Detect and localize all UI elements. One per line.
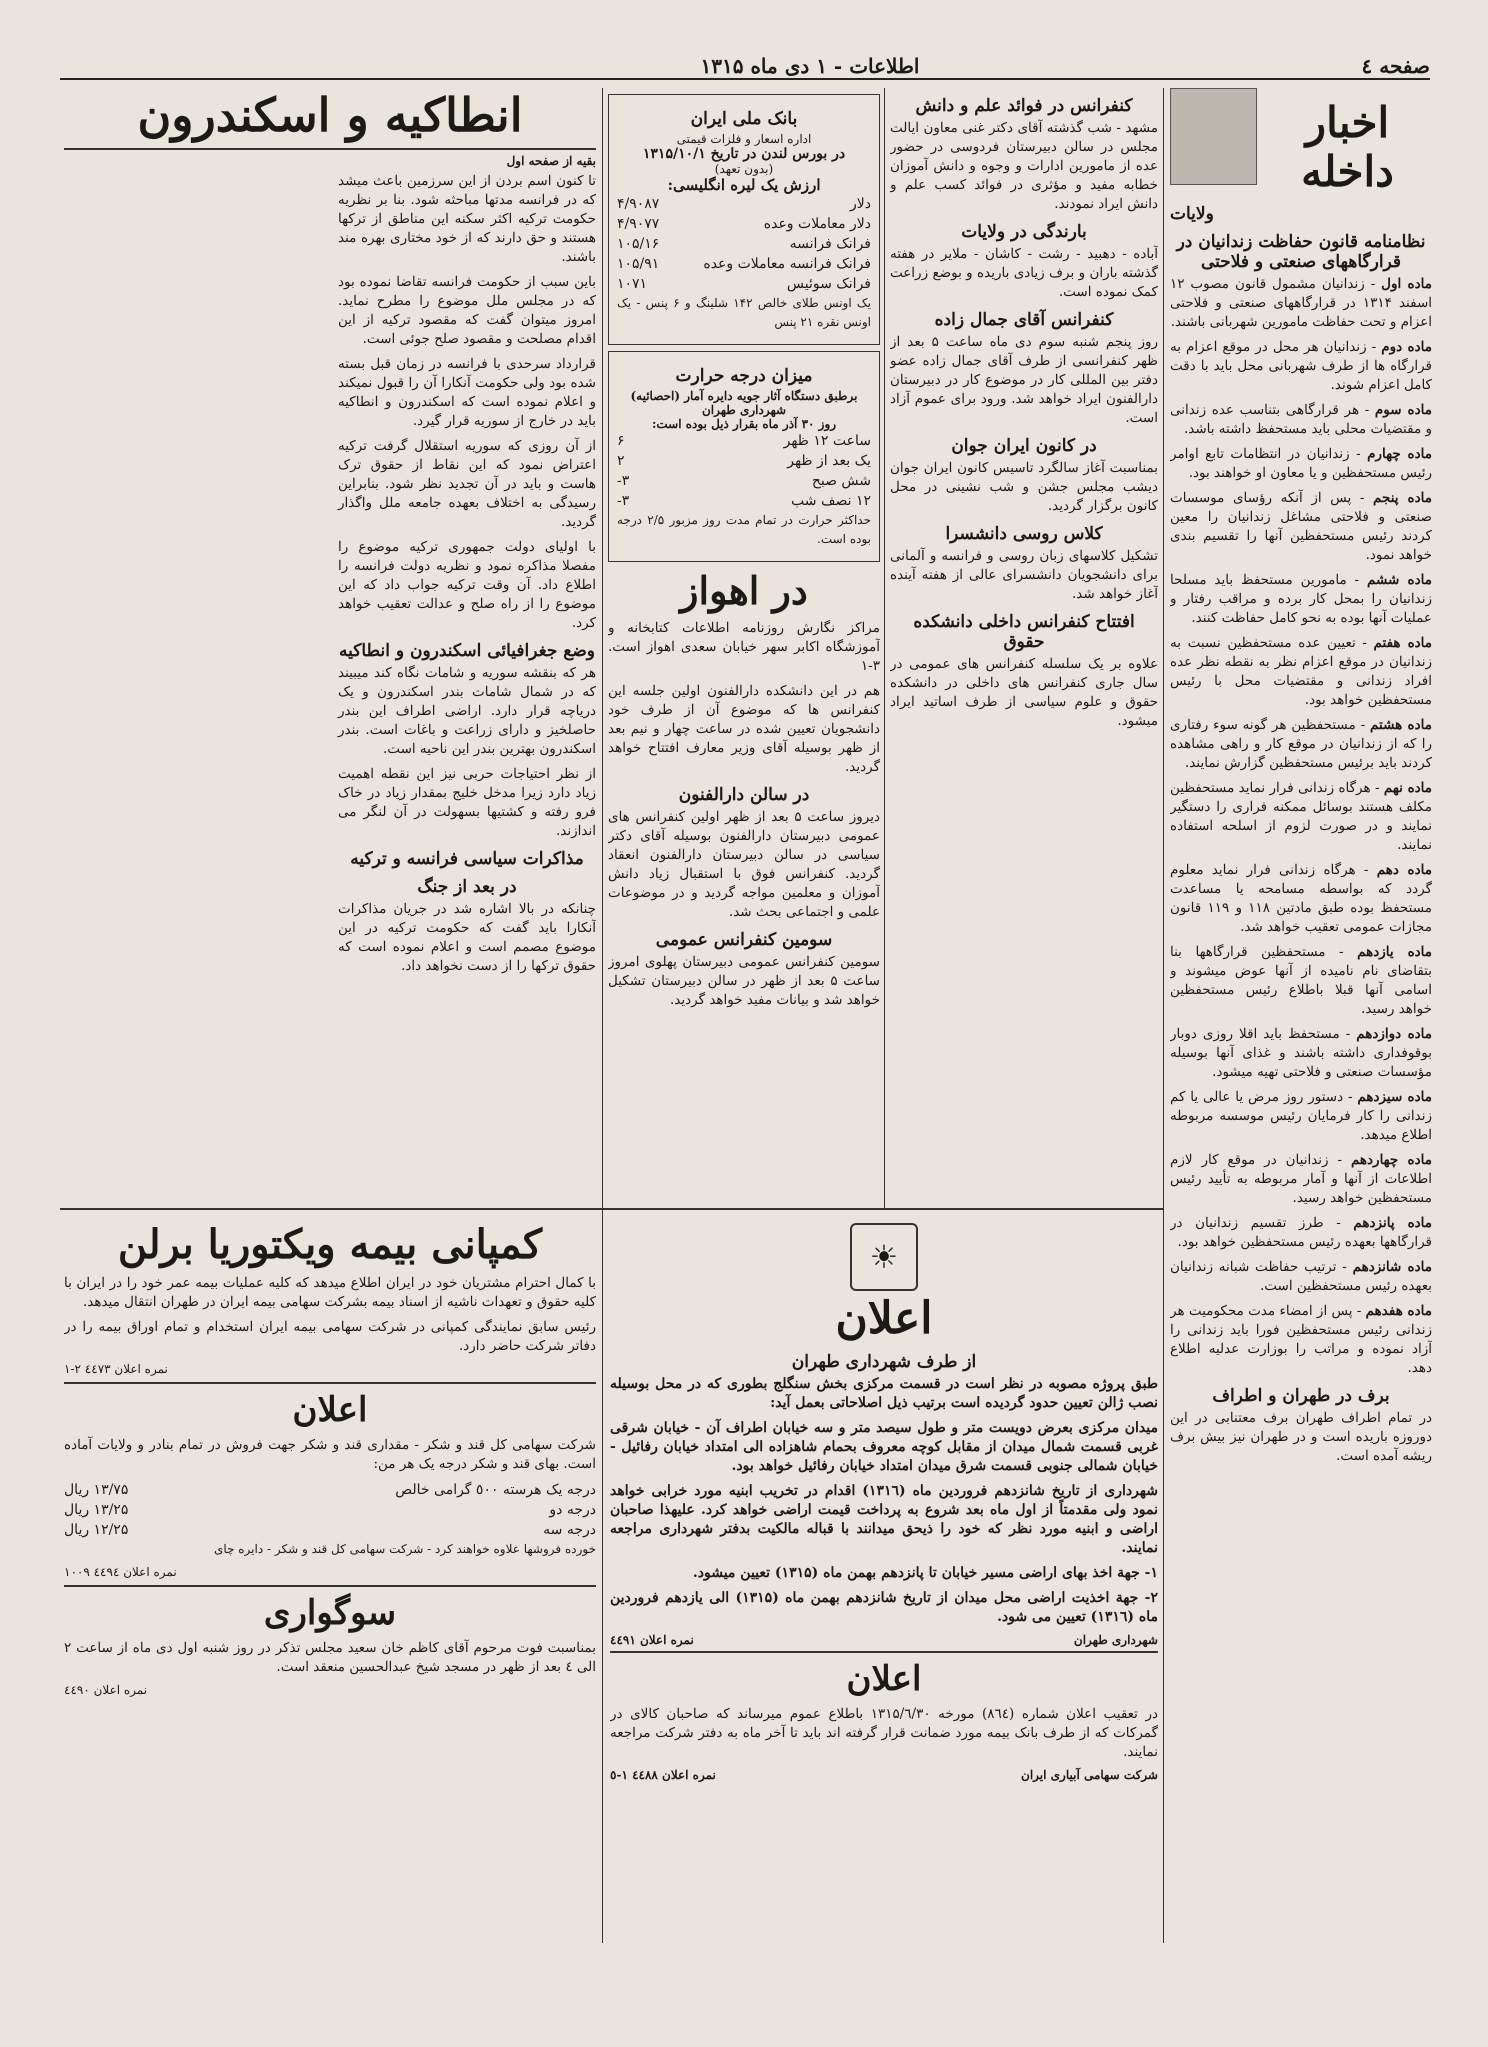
article-number: ماده ششم <box>1366 572 1432 588</box>
jamalzadeh-text: روز پنجم شنبه سوم دی ماه ساعت ۵ بعد از ظهر کنفرانسی از طرف آقای جمال زاده عضو دفتر بین المللی کار در موضوع کار در دبیرستان دارالفنون ایراد خواهد شد. ورود برای عموم آزاد است. <box>890 334 1158 426</box>
regulation-article: ماده دوازدهم - مستحفظ باید اقلا روزی دوبار بوقوفداری داشته باشند و غذای آنها بوسیله مؤسسات صنعتی و فلاحتی تهیه میشود. <box>1170 1026 1432 1080</box>
mourning-text: بمناسبت فوت مرحوم آقای کاظم خان سعید مجلس تذکر در روز شنبه اول دی ماه از ساعت ۲ الی ٤ بعد از ظهر در مسجد شیخ عبدالحسین منعقد است. <box>64 1640 596 1675</box>
science-lecture-headline: کنفرانس در فوائد علم و دانش <box>915 96 1133 116</box>
temperature-row <box>617 451 871 471</box>
antakya-article <box>64 172 596 1167</box>
portrait-photo <box>1170 88 1257 185</box>
article-number: ماده هفتم <box>1373 635 1432 651</box>
article-text: دستور روز مرض یا عالی یا کم زندانی را کار فرمایان رئیس موسسه مربوطه اطلاع میدهد. <box>1170 1089 1432 1143</box>
geography-text: هر که بنقشه سوریه و شامات نگاه کند میبیند که در شمال شامات بندر اسکندرون و یک دریاچه قرار دارد. اراضی اطراف این بندر حاصلخیز و دارای زراعت و باغات است. بندر اسکندرون بهترین بندر این ناحیه است. <box>338 665 596 757</box>
article-text: زندانیان مشمول قانون مصوب ۱۲ اسفند ۱۳۱۴ در قرارگاههای صنعتی و فلاحتی اعزام و تحت حفاظت مامورین شهربانی باشند. <box>1170 276 1432 330</box>
sugar-price-row <box>64 1520 596 1540</box>
article-number: ماده یازدهم <box>1357 944 1432 960</box>
municipality-ad-text: شهرداری از تاریخ شانزدهم فروردین ماه (۱۳۱٦) اقدام در تخریب ابنیه مورد خرابی خواهد نمود ولی مقدمتاً از اول ماه بعد شروع به پرداخت قیمت اراضی خواهد کرد. علیهذا صاحبان اراضی و ابنیه مورد نظر که خود را ذیحق میدانند با قباله مالکیت بدفتر شهرداری مراجعه نمایند. <box>610 1483 1158 1556</box>
regulation-article: ماده پنجم - پس از آنکه رؤسای موسسات صنعتی و فلاحتی مشاغل زندانیان را معین کردند رئیس مستحفظین آنها را تقسیم بندی خواهد نمود. <box>1170 490 1432 563</box>
regulation-article: ماده نهم - هرگاه زندانی فرار نماید مستحفظین مکلف هستند بوسائل ممکنه فراری را دستگیر نمایند و در صورت لزوم از اسلحه استفاده نمایند. <box>1170 780 1432 853</box>
postwar-text: چنانکه در بالا اشاره شد در جریان مذاکرات آنکارا باید گفت که حکومت ترکیه در این موضوع مصمم است و اعلام نموده است که حقوق ترکها را از دست نخواهد داد. <box>338 901 596 974</box>
russian-class-headline: کلاس روسی دانشسرا <box>945 524 1103 544</box>
article-text: طرز تقسیم زندانیان در قرارگاهها بعهده رئیس مستحفظین خواهد بود. <box>1170 1215 1432 1250</box>
temperature-value: ۲ <box>617 453 625 469</box>
article-text: مستحفظین هر گونه سوء رفتاری را که از زندانیان در موقع کار و راهی مشاهده کردند باید برئیس مستحفظین گزارش نمایند. <box>1170 717 1432 771</box>
article-paragraph: تا کنون اسم بردن از این سرزمین باعث میشد که در فرانسه مدتها مباحثه شود. بنا بر نظریه حکومت ترکیه اکثر سکنه این مناطق از ترکها هستند و حق دارند که از خود مختاری بهره مند باشند. <box>338 173 596 265</box>
rate-name: دلار معاملات وعده <box>763 216 871 232</box>
article-number: ماده چهارم <box>1367 446 1432 462</box>
temperature-label: یک بعد از ظهر <box>787 453 871 469</box>
article-number: ماده پنجم <box>1373 490 1432 506</box>
insurance-ad <box>64 1221 596 1384</box>
bourse-date: در بورس لندن در تاریخ ۱۳۱۵/۱۰/۱ <box>642 146 846 162</box>
temperature-list <box>617 431 871 511</box>
rate-row <box>617 274 871 294</box>
postwar-headline: در بعد از جنگ <box>417 877 517 897</box>
regulation-article: ماده دوم - زندانیان هر محل در موقع اعزام به قرارگاه ها از طرف شهربانی محل باید با دقت کامل اعزام شوند. <box>1170 339 1432 393</box>
rate-value: ۱۰۵/۱۶ <box>617 236 660 252</box>
regulation-article: ماده ششم - مامورین مستحفظ باید مسلحا زندانیان را بمحل کار برده و مراقب رفتار و عملیات آنها بوده به نحو کامل حفاظت کنند. <box>1170 572 1432 626</box>
iran-javan-text: بمناسبت آغاز سالگرد تاسیس کانون ایران جوان دیشب مجلس جشن و شب نشینی در محل کانون برگزار گردید. <box>890 460 1158 514</box>
section-label: ولایات <box>1170 204 1214 224</box>
continuation-note: بقیه از صفحه اول <box>506 154 596 168</box>
rate-name: فرانک فرانسه معاملات وعده <box>703 256 871 272</box>
municipality-ad-ref: نمره اعلان ٤٤۹۱ <box>610 1633 694 1647</box>
municipality-ad-text: میدان مرکزی بعرض دویست متر و طول سیصد متر و سه خیابان اطراف آن - خیابان شرقی غربی قسمت شمال میدان از مقابل کوچه معروف بحمام شاهزاده الی امتداد خیابان رفائیل - خیابان شمالی جنوبی قسمت شرق میدان امتداد خیابان رفائیل خواهد بود. <box>610 1420 1158 1474</box>
sugar-grade: درجه سه <box>543 1522 596 1538</box>
sugar-ad <box>64 1390 596 1587</box>
article-number: ماده دوم <box>1381 339 1432 355</box>
third-lecture-headline: سومین کنفرانس عمومی <box>655 930 833 950</box>
rate-row <box>617 234 871 254</box>
rate-name: دلار <box>850 196 871 212</box>
geography-text-2: از نظر احتیاجات حربی نیز این نقطه اهمیت زیاد دارد زیرا مدخل خلیج بمقدار زیاد در خاک فرو رفته و کشتیها بسهولت در آن لنگر می اندازند. <box>338 766 596 839</box>
lecture-intro-text: هم در این دانشکده دارالفنون اولین جلسه این کنفرانس ها که موضوع آن از طرف خود دانشجویان تعیین شده در ساعت چهار و نیم بعد از ظهر بوسیله آقای وزیر معارف افتتاح خواهد گردید. <box>608 683 880 775</box>
sugar-ad-ref: نمره اعلان ٤٤٩٤ ۱۰۰۹ <box>64 1565 177 1579</box>
article-text: زندانیان در موقع کار لازم اطلاعات از آنها و آمار مربوطه به تأیید رئیس مستحفظین خواهد رسید. <box>1170 1152 1432 1206</box>
sugar-grade: درجه یک هرسته ٥۰۰ گرامی خالص <box>395 1482 596 1498</box>
article-number: ماده سیزدهم <box>1357 1089 1432 1105</box>
regulation-article: ماده هفدهم - پس از امضاء مدت محکومیت هر زندانی رئیس مستحفظین فورا باید زندانی را آزاد نموده و مراتب را بوزارت عدلیه اطلاع دهد. <box>1170 1303 1432 1376</box>
regulation-article: ماده هشتم - مستحفظین هر گونه سوء رفتاری را که از زندانیان در موقع کار و راهی مشاهده کردند باید برئیس مستحفظین گزارش نمایند. <box>1170 717 1432 771</box>
article-paragraph: از آن روزی که سوریه استقلال گرفت ترکیه اعتراض نمود که این نقاط از حقوق ترک هاست و باید در آن تجدید نظر شود. بنابراین رسیدگی به اختلاف بعهده جامعه ملل واگذار گردید. <box>338 438 596 530</box>
article-number: ماده شانزدهم <box>1352 1259 1432 1275</box>
mourning-title: سوگواری <box>263 1593 397 1633</box>
masthead-paper: اطلاعات - ۱ دی ماه ۱۳۱۵ <box>700 54 920 78</box>
ahvaz-text: مراکز نگارش روزنامه اطلاعات کتابخانه و آموزشگاه اکابر سهر خیابان سعدی اهواز است. ۳-۱ <box>608 620 880 674</box>
temperature-label: ۱۲ نصف شب <box>791 493 871 509</box>
article-number: ماده چهاردهم <box>1350 1152 1432 1168</box>
gold-price: یک اونس طلای خالص ۱۴۲ شلینگ و ۶ پنس - یک اونس نقره ۲۱ پنس <box>617 296 872 329</box>
rate-title: ارزش یک لیره انگلیسی: <box>667 176 821 194</box>
article-text: زندانیان در انتظامات تابع اوامر رئیس مستحفظین و یا معاون او خواهند بود. <box>1170 446 1432 481</box>
talks-headline: مذاکرات سیاسی فرانسه و ترکیه <box>350 849 584 869</box>
regulation-article: ماده سیزدهم - دستور روز مرض یا عالی یا کم زندانی را کار فرمایان رئیس موسسه مربوطه اطلاع میدهد. <box>1170 1089 1432 1143</box>
insurance-ad-text: با کمال احترام مشتریان خود در ایران اطلاع میدهد که کلیه عملیات بیمه عمر خود را در ایران با کلیه حقوق و تعهدات ناشیه از اسناد بیمه بشرکت سهامی بیمه ایران در طهران انتقال میدهد. <box>64 1275 596 1310</box>
municipality-ad <box>610 1223 1158 1653</box>
insurance-ad-ref: نمره اعلان ٤٤٧٣ ۲-۱ <box>64 1362 168 1376</box>
regulation-article: ماده دهم - هرگاه زندانی فرار نماید معلوم گردد که بواسطه مسامحه یا مساعدت مستحفظ بوده طبق مادتین ۱۱۸ و ۱۱۹ قانون مجازات عمومی تعقیب خواهد شد. <box>1170 862 1432 935</box>
section-divider <box>60 1208 1163 1210</box>
rainfall-text: آباده - دهبید - رشت - کاشان - ملایر در هفته گذشته باران و برف زیادی باریده و بوضع زراعت کمک نموده است. <box>890 246 1158 300</box>
temperature-row <box>617 471 871 491</box>
article-text: زندانیان هر محل در موقع اعزام به قرارگاه ها از طرف شهربانی محل باید با دقت کامل اعزام شوند. <box>1170 339 1432 393</box>
municipality-ad-title: اعلان <box>835 1293 933 1344</box>
article-text: هرگاه زندانی فرار نماید مستحفظین مکلف هستند بوسائل ممکنه فراری را دستگیر نمایند و در صورت لزوم از اسلحه استفاده نمایند. <box>1170 780 1432 853</box>
rate-row <box>617 194 871 214</box>
regulation-article: ماده چهاردهم - زندانیان در موقع کار لازم اطلاعات از آنها و آمار مربوطه به تأیید رئیس مستحفظین خواهد رسید. <box>1170 1152 1432 1206</box>
mourning-notice <box>64 1593 596 1697</box>
column-divider <box>884 88 885 1208</box>
article-number: ماده نهم <box>1383 780 1432 796</box>
temperature-note: حداکثر حرارت در تمام مدت روز مزبور ۲/۵ درجه بوده است. <box>617 513 871 546</box>
law-school-text: علاوه بر یک سلسله کنفرانس های عمومی در سال جاری کنفرانس های داخلی در دانشکده حقوق و علوم سیاسی از طرف اساتید ایراد میشود. <box>890 656 1158 729</box>
regulation-article: ماده سوم - هر قرارگاهی بتناسب عده زندانی و مقتضیات محلی باید مستحفظ داشته باشد. <box>1170 402 1432 437</box>
darolfonun-headline: در سالن دارالفنون <box>678 785 810 805</box>
iran-javan-headline: در کانون ایران جوان <box>951 436 1097 456</box>
provinces-column <box>890 88 1158 1203</box>
article-number: ماده پانزدهم <box>1353 1215 1432 1231</box>
article-text: ترتیب حفاظت شبانه زندانیان بعهده رئیس مستحفظین است. <box>1170 1259 1432 1294</box>
darolfonun-text: دیروز ساعت ۵ بعد از ظهر اولین کنفرانس های عمومی دبیرستان دارالفنون بوسیله آقای دکتر سیاسی در سالن دبیرستان دارالفنون انعقاد گردید. کنفرانس فوق با استقبال زیاد دانش آموزان و معلمین مواجه گردید و در موضوعات علمی و اجتماعی بحث شد. <box>608 809 880 920</box>
rainfall-headline: بارندگی در ولایات <box>961 222 1087 242</box>
sugar-price: ۱۳/۷۵ ریال <box>64 1482 129 1498</box>
center-ads-column <box>610 1215 1158 1940</box>
bank-ad-sign: شرکت سهامی آبیاری ایران <box>1021 1768 1158 1782</box>
rate-name: فرانک سوئیس <box>786 276 871 292</box>
article-number: ماده هشتم <box>1370 717 1432 733</box>
snow-text: در تمام اطراف طهران برف معتنابی در این دوروزه باریده است و در طهران نیز بیش برف ریشه آمده است. <box>1170 1410 1432 1464</box>
regulation-headline: نظامنامه قانون حفاظت زندانیان در قرارگاههای صنعتی و فلاحتی <box>1176 232 1426 272</box>
regulation-article: ماده پانزدهم - طرز تقسیم زندانیان در قرارگاهها بعهده رئیس مستحفظین خواهد بود. <box>1170 1215 1432 1250</box>
sugar-grade: درجه دو <box>549 1502 596 1518</box>
regulation-article: ماده یازدهم - مستحفظین قرارگاهها بنا بتقاضای نام نامیده از آنها عوض میشوند و اسامی آنها قبلا باطلاع رئیس مستحفظین خواهد رسید. <box>1170 944 1432 1017</box>
snow-headline: برف در طهران و اطراف <box>1212 1386 1390 1406</box>
bank-ad-footer <box>610 1768 1158 1782</box>
antakya-column <box>64 88 596 1203</box>
column-divider <box>602 88 603 1208</box>
rate-value: ۱۰۵/۹۱ <box>617 256 660 272</box>
lion-sun-emblem-icon: ☀ <box>850 1223 918 1291</box>
temperature-box <box>608 351 880 562</box>
domestic-news-title: اخبار داخله <box>1301 98 1394 196</box>
geography-headline: وضع جغرافیائی اسکندرون و انطاکیه <box>339 641 595 661</box>
law-school-headline: افتتاح کنفرانس داخلی دانشکده حقوق <box>913 612 1135 652</box>
third-lecture-text: سومین کنفرانس عمومی دبیرستان پهلوی امروز ساعت ۵ بعد از ظهر در سالن دبیرستان تشکیل خواهد شد و بیانات مفید خواهد گردید. <box>608 954 880 1008</box>
sugar-ad-text: شرکت سهامی کل قند و شکر - مقداری قند و شکر جهت فروش در تمام بنادر و ولایات آماده است. بهای قند و شکر درجه یک هر من: <box>64 1437 596 1472</box>
column-divider <box>602 1208 603 1943</box>
sugar-price-row <box>64 1480 596 1500</box>
article-text: مستحفظ باید اقلا روزی دوبار بوقوفداری داشته باشند و غذای آنها بوسیله مؤسسات صنعتی و فلاحتی تهیه میشود. <box>1170 1026 1432 1080</box>
article-text: مستحفظین قرارگاهها بنا بتقاضای نام نامیده از آنها عوض میشوند و اسامی آنها قبلا باطلاع رئیس مستحفظین خواهد رسید. <box>1170 944 1432 1017</box>
article-text: پس از آنکه رؤسای موسسات صنعتی و فلاحتی مشاغل زندانیان را معین کردند رئیس مستحفظین آنها را تقسیم بندی خواهد نمود. <box>1170 490 1432 563</box>
regulation-article: ماده هفتم - تعیین عده مستحفظین نسبت به زندانیان در موقع اعزام نظر به نقطه نظر عده افراد زندانی و مقتضیات محل با رئیس مستحفظین خواهد بود. <box>1170 635 1432 708</box>
exchange-rates-box <box>608 94 880 345</box>
masthead-page-number: صفحه ٤ <box>1361 54 1430 78</box>
bank-ad <box>610 1659 1158 1782</box>
municipality-ad-text: ۲- جهة اخذیت اراضی محل میدان از تاریخ شانزدهم بهمن ماه (۱۳۱۵) الی یازدهم فروردین ماه (۱۳۱٦) تعیین می شود. <box>610 1590 1158 1625</box>
article-number: ماده اول <box>1381 276 1432 292</box>
rate-value: ۴/۹۰۷۷ <box>617 216 660 232</box>
masthead <box>60 52 1430 80</box>
article-number: ماده سوم <box>1374 402 1432 418</box>
rates-list <box>617 194 871 294</box>
temperature-value: ۶ <box>617 433 625 449</box>
article-text: پس از امضاء مدت محکومیت هر زندانی رئیس مستحفظین فورا باید زندانی را آزاد نموده و مراتب را بوزارت عدلیه اطلاع دهد. <box>1170 1303 1432 1376</box>
mourning-ref: نمره اعلان ٤٤۹۰ <box>64 1683 148 1697</box>
column-divider <box>1163 88 1164 1943</box>
regulation-article: ماده چهارم - زندانیان در انتظامات تابع اوامر رئیس مستحفظین و یا معاون او خواهند بود. <box>1170 446 1432 481</box>
temperature-row <box>617 431 871 451</box>
center-column <box>608 88 880 1203</box>
sugar-price-list <box>64 1480 596 1540</box>
article-text: مامورین مستحفظ باید مسلحا زندانیان را بمحل کار برده و مراقب رفتار و عملیات آنها بوده به نحو کامل حفاظت کنند. <box>1170 572 1432 626</box>
sugar-price: ۱۳/۲۵ ریال <box>64 1502 129 1518</box>
sugar-ad-title: اعلان <box>292 1390 368 1430</box>
sugar-price-row <box>64 1500 596 1520</box>
article-text: هر قرارگاهی بتناسب عده زندانی و مقتضیات محلی باید مستحفظ داشته باشد. <box>1170 402 1432 437</box>
regulation-articles <box>1170 275 1432 1378</box>
rate-value: ۱۰۷۱ <box>617 276 648 292</box>
left-ads-column <box>64 1215 596 1940</box>
article-text: هرگاه زندانی فرار نماید معلوم گردد که بواسطه مسامحه یا مساعدت مستحفظ بوده طبق مادتین ۱۱۸ و ۱۱۹ قانون مجازات عمومی تعقیب خواهد شد. <box>1170 862 1432 935</box>
bank-ad-text: در تعقیب اعلان شماره (۸٦٤) مورخه ۱۳۱۵/٦/۳۰ باطلاع عموم میرساند که صاحبان کالای در گمرکات که از طرف بانک بیمه مورد ضمانت قرار گرفته اند باید تا آخر ماه به دفتر شرکت مراجعه نمایند. <box>610 1706 1158 1760</box>
article-number: ماده هفدهم <box>1365 1303 1432 1319</box>
domestic-news-column <box>1170 88 1432 1938</box>
temperature-date: روز ۳۰ آذر ماه بقرار ذیل بوده است: <box>651 417 837 431</box>
municipality-ad-sign: شهرداری طهران <box>1073 1633 1158 1647</box>
rate-value: ۴/۹۰۸۷ <box>617 196 660 212</box>
russian-class-text: تشکیل کلاسهای زبان روسی و فرانسه و آلمانی برای دانشجویان دانشسرای عالی از هفته آینده آغاز خواهد شد. <box>890 548 1158 602</box>
sugar-ad-footer: خورده فروشها علاوه خواهند کرد - شرکت سهامی کل قند و شکر - دایره چای <box>213 1542 596 1556</box>
temperature-value: ۳- <box>617 473 630 489</box>
municipality-ad-from: از طرف شهرداری طهران <box>791 1352 977 1372</box>
temperature-label: شش صبح <box>811 473 871 489</box>
science-lecture-text: مشهد - شب گذشته آقای دکتر غنی معاون ایالت مجلس در سالن دبیرستان فردوسی در حضور عده از مامورین ادارات و وجوه و دانش آموزان خطابه مفید و مؤثری در فوائد کسب علم و دانش ایراد نمودند. <box>890 120 1158 212</box>
bank-ad-ref: نمره اعلان ٤٤٨٨ ۱-٥ <box>610 1768 716 1782</box>
sugar-price: ۱۲/۲۵ ریال <box>64 1522 129 1538</box>
insurance-ad-text-2: رئیس سابق نمایندگی کمپانی در شرکت سهامی بیمه ایران استخدام و تمام اوراق بیمه را در دفاتر شرکت حاضر دارد. <box>64 1319 596 1354</box>
bank-title: بانک ملی ایران <box>690 109 798 129</box>
article-paragraph: باین سبب از حکومت فرانسه تقاضا نموده بود که در مجلس ملل موضوع را مطرح نماید. امروز میتوان گفت که مقصود ترکیه از این اقدام مصلحت و مقصود صلح جوئی است. <box>338 274 596 347</box>
municipality-ad-footer <box>610 1633 1158 1647</box>
regulation-article: ماده اول - زندانیان مشمول قانون مصوب ۱۲ اسفند ۱۳۱۴ در قرارگاههای صنعتی و فلاحتی اعزام و تحت حفاظت مامورین شهربانی باشند. <box>1170 276 1432 330</box>
article-paragraph: قرارداد سرحدی با فرانسه در زمان قبل بسته شده بود ولی حکومت آنکارا آن را قبول نمیکند و اعلام نموده است که اسکندرون و انطاکیه باید در خارج از سوریه قرار گیرد. <box>338 356 596 429</box>
regulation-article: ماده شانزدهم - ترتیب حفاظت شبانه زندانیان بعهده رئیس مستحفظین است. <box>1170 1259 1432 1294</box>
temperature-source: برطبق دستگاه آثار جویه دایره آمار (احصائیه) شهرداری طهران <box>630 389 858 417</box>
temperature-title: میزان درجه حرارت <box>675 366 813 386</box>
municipality-ad-text: ۱- جهة اخذ بهای اراضی مسیر خیابان تا پانزدهم بهمن ماه (۱۳۱۵) تعیین میشود. <box>692 1565 1158 1581</box>
article-number: ماده دهم <box>1376 862 1432 878</box>
bank-ad-title: اعلان <box>846 1659 922 1699</box>
rate-name: فرانک فرانسه <box>789 236 871 252</box>
insurance-ad-title: کمپانی بیمه ویکتوریا برلن <box>117 1221 543 1268</box>
bank-subtitle: اداره اسعار و فلزات قیمتی <box>676 132 812 146</box>
article-text: تعیین عده مستحفظین نسبت به زندانیان در موقع اعزام نظر به نقطه نظر عده افراد زندانی و مقتضیات محل با رئیس مستحفظین خواهد بود. <box>1170 635 1432 708</box>
bourse-note: (بدون تعهد) <box>714 162 774 176</box>
temperature-row <box>617 491 871 511</box>
article-paragraph: با اولیای دولت جمهوری ترکیه موضوع را مفصلا مذاکره نمود و نظریه دولت فرانسه را اطلاع داد. آن وقت ترکیه جواب داد که این موضوع را از راه صلح و عدالت تعقیب خواهد کرد. <box>338 539 596 631</box>
municipality-ad-text: طبق پروژه مصوبه در نظر است در قسمت مرکزی بخش سنگلج بطوری که در محل بوسیله نصب ژالن تعیین حدود گردیده است برتیب ذیل اصلاحاتی بعمل آید: <box>610 1376 1158 1411</box>
rate-row <box>617 214 871 234</box>
temperature-value: ۳- <box>617 493 630 509</box>
article-number: ماده دوازدهم <box>1356 1026 1432 1042</box>
ahvaz-title: در اهواز <box>680 568 808 613</box>
antakya-title: انطاکیه و اسکندرون <box>64 88 596 150</box>
temperature-label: ساعت ۱۲ ظهر <box>783 433 871 449</box>
jamalzadeh-headline: کنفرانس آقای جمال زاده <box>934 310 1114 330</box>
rate-row <box>617 254 871 274</box>
